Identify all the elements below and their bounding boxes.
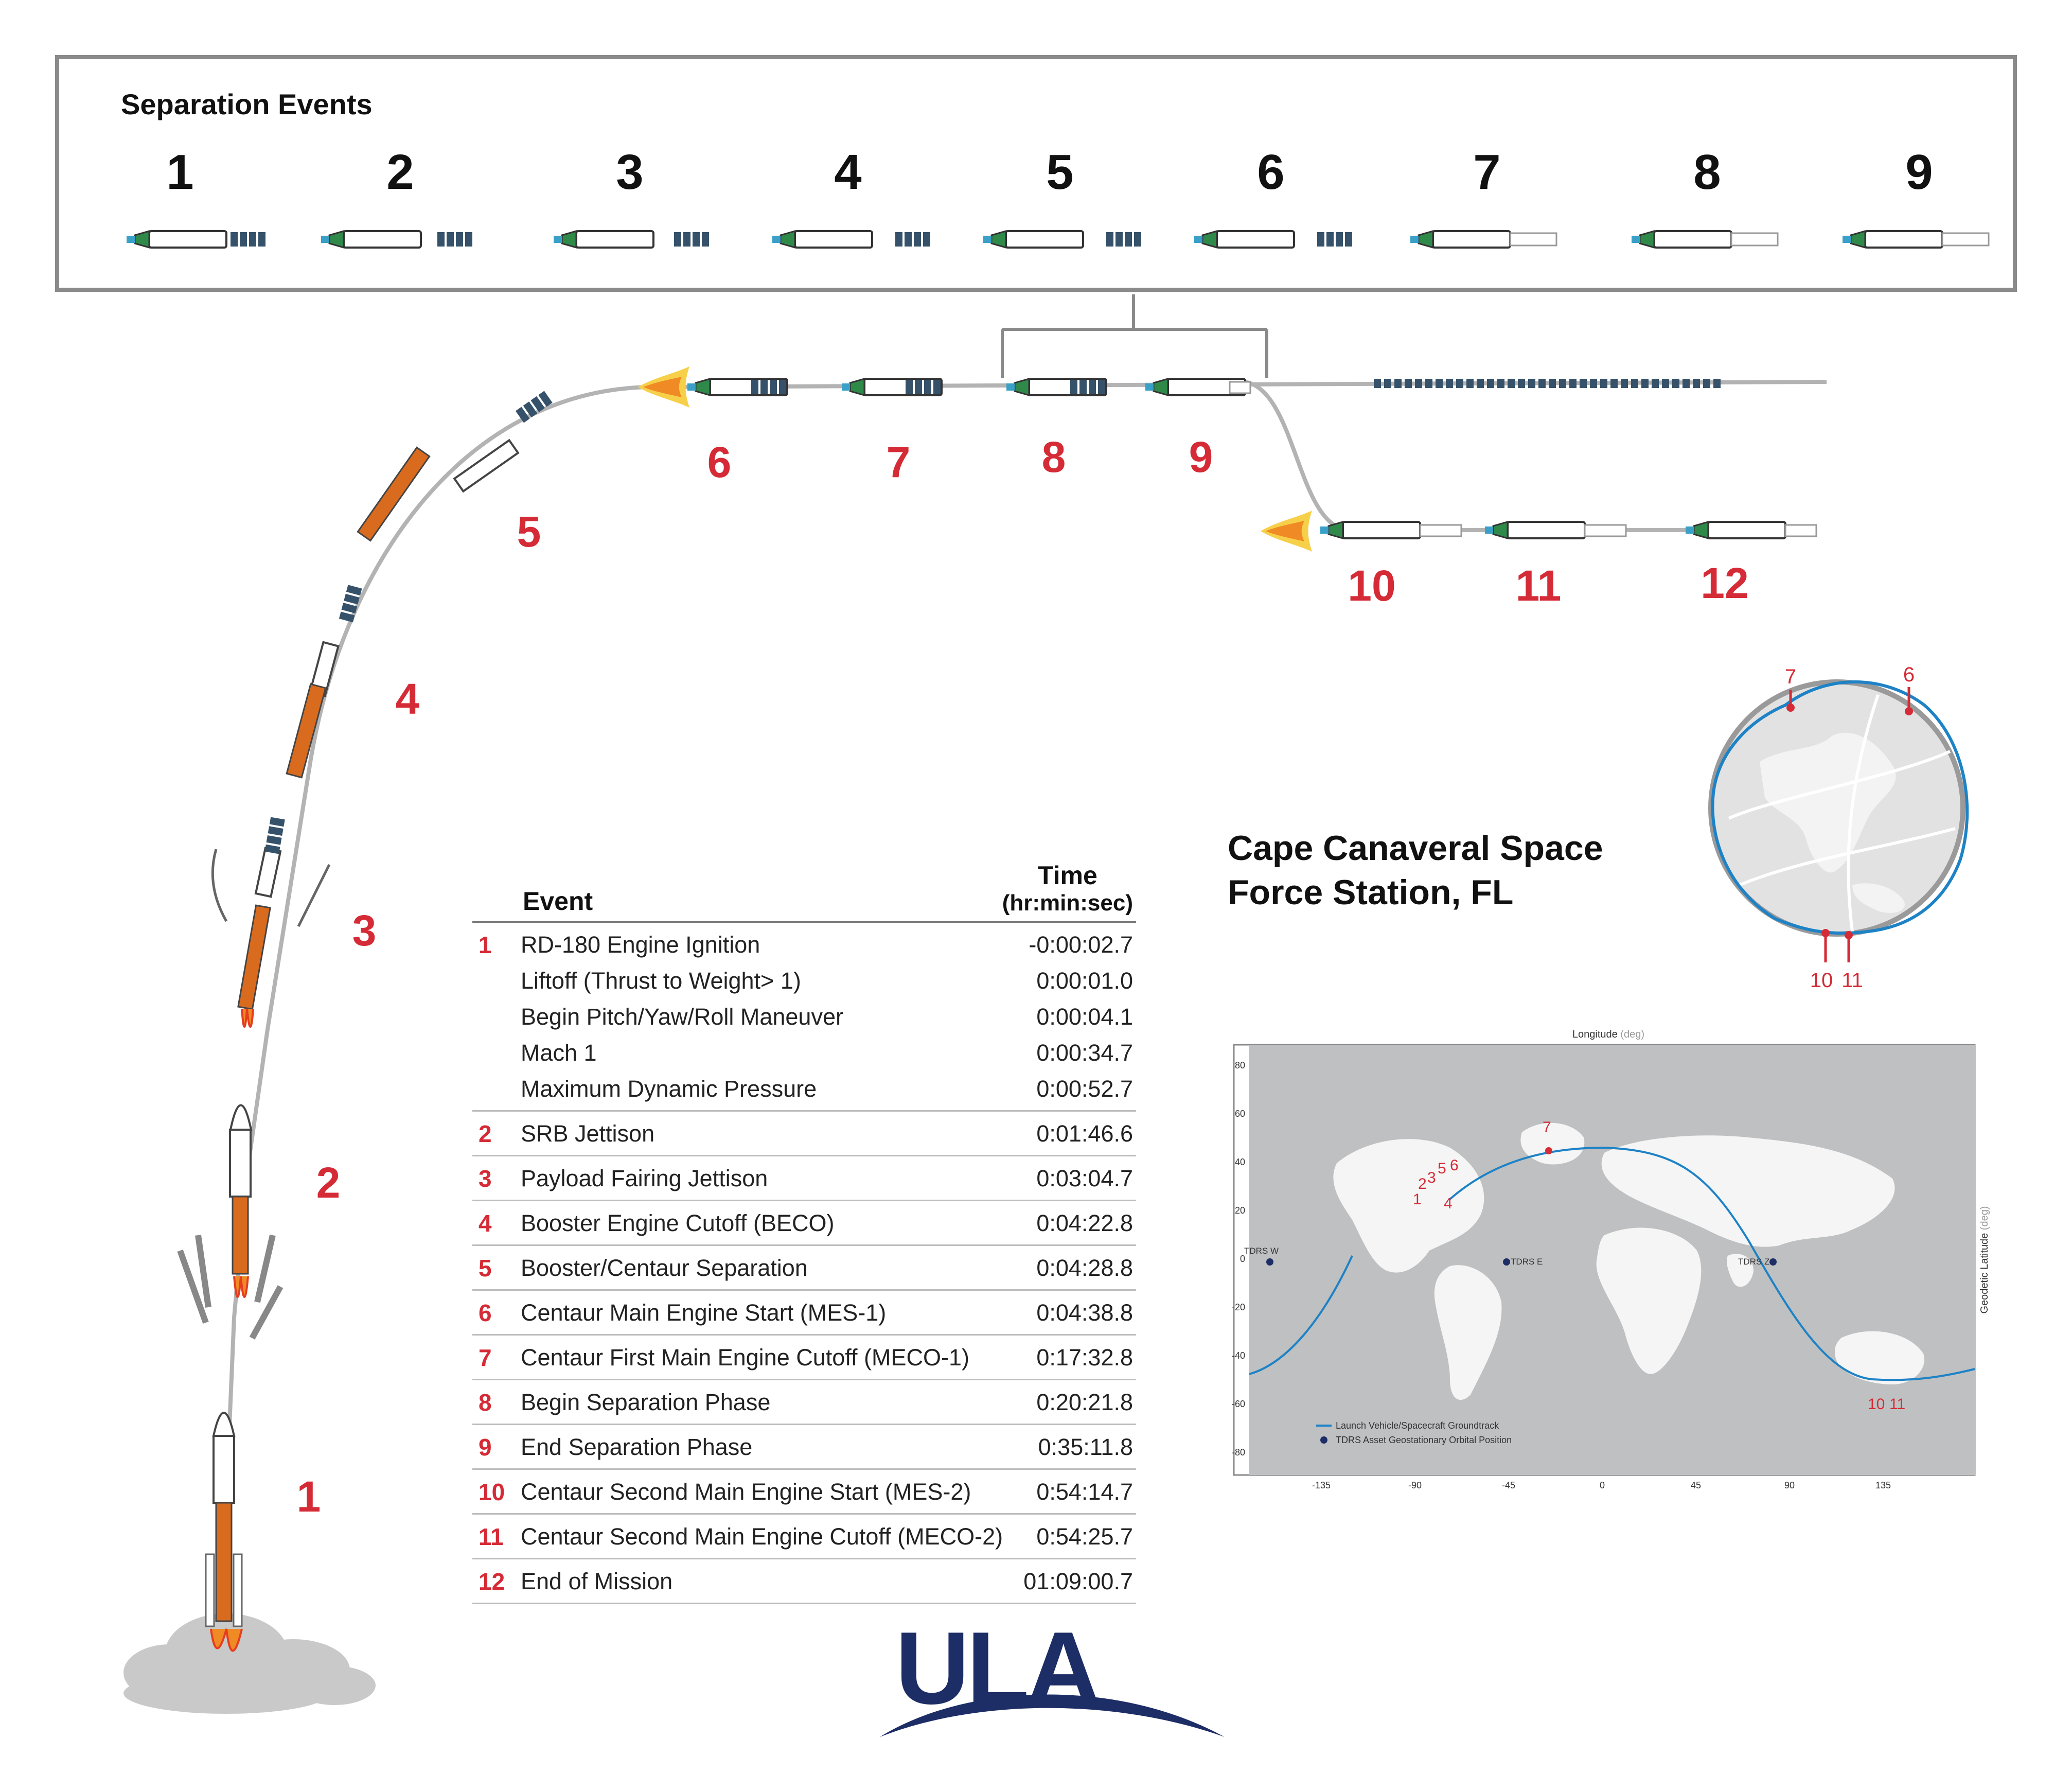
event-time: 0:03:04.7	[1036, 1165, 1133, 1191]
event-time: 0:35:11.8	[1038, 1434, 1133, 1460]
trajectory-label: 7	[886, 438, 911, 486]
table-row	[472, 963, 1136, 999]
map-x-tick: -135	[1312, 1480, 1331, 1490]
deployed-satellite	[1446, 379, 1453, 388]
event-number: 12	[479, 1568, 505, 1595]
event-number: 5	[479, 1255, 492, 1281]
ula-logo	[875, 1611, 1225, 1745]
coast-vehicle	[842, 379, 942, 395]
rocket-liftoff	[206, 1413, 242, 1651]
launch-smoke-cloud	[123, 1613, 376, 1714]
trajectory-label: 6	[707, 438, 732, 486]
deployed-satellite	[1456, 379, 1463, 388]
deployed-satellites-row	[1374, 376, 1744, 391]
coast-vehicle	[687, 379, 787, 395]
bracket-connector	[1002, 294, 1267, 378]
separation-vehicle	[1194, 231, 1352, 248]
deployed-satellite	[1652, 379, 1659, 388]
map-event-label: 10	[1868, 1396, 1885, 1413]
deployed-satellite	[1487, 379, 1494, 388]
deployed-satellite	[1374, 379, 1381, 388]
event-time: 0:00:01.0	[1036, 968, 1133, 994]
second-burn-trajectory-line	[1245, 382, 1791, 530]
deployed-satellite	[1518, 379, 1525, 388]
separation-vehicle	[983, 231, 1141, 248]
deployed-satellite	[1641, 379, 1649, 388]
separation-vehicle	[127, 231, 265, 248]
globe-event-marker	[1905, 707, 1913, 715]
table-row-group	[472, 1112, 1136, 1156]
table-row-group	[472, 923, 1136, 1112]
table-row	[472, 1295, 1136, 1331]
event-number: 8	[479, 1389, 492, 1416]
deployed-satellite	[1693, 379, 1700, 388]
event-time: -0:00:02.7	[1029, 932, 1133, 958]
deployed-satellite	[1528, 379, 1535, 388]
deployed-satellite	[1600, 379, 1607, 388]
map-event-label: 4	[1444, 1195, 1453, 1212]
event-number: 3	[479, 1165, 492, 1192]
deployed-satellite	[1662, 379, 1669, 388]
trajectory-label: 9	[1189, 433, 1213, 481]
separation-vehicle	[321, 231, 472, 248]
mes2-burn-flame	[1261, 511, 1312, 552]
second-burn-vehicle	[1686, 522, 1816, 538]
deployed-satellite	[1621, 379, 1628, 388]
tdrs-label: TDRS Z	[1738, 1257, 1770, 1267]
event-time: 0:00:34.7	[1036, 1040, 1133, 1066]
event-time: 0:04:38.8	[1036, 1300, 1133, 1326]
trajectory-label: 12	[1701, 559, 1749, 607]
table-body	[472, 923, 1136, 1604]
groundtrack-map	[1231, 1029, 1990, 1490]
tdrs-label: TDRS W	[1244, 1246, 1279, 1256]
deployed-satellite	[1425, 379, 1432, 388]
deployed-satellite	[1405, 379, 1412, 388]
event-number: 10	[479, 1479, 505, 1505]
table-row	[472, 1071, 1136, 1107]
coast-vehicle	[1145, 379, 1250, 395]
map-y-tick: 40	[1234, 1157, 1245, 1167]
launch-site-title-line: Force Station, FL	[1228, 873, 1514, 912]
event-time: 0:01:46.6	[1036, 1120, 1133, 1147]
event-number: 6	[479, 1300, 492, 1326]
deployed-satellite	[1549, 379, 1556, 388]
event-name: End Separation Phase	[521, 1434, 753, 1460]
table-row-group	[472, 1336, 1136, 1380]
event-name: Begin Pitch/Yaw/Roll Maneuver	[521, 1004, 843, 1030]
separation-event-number: 3	[616, 145, 644, 200]
separation-vehicle	[1843, 231, 1989, 248]
table-row	[472, 1474, 1136, 1510]
table-row-group	[472, 1291, 1136, 1336]
map-x-tick: 90	[1784, 1480, 1795, 1490]
event-time: 0:04:22.8	[1036, 1210, 1133, 1236]
event-name: Booster Engine Cutoff (BECO)	[521, 1210, 835, 1236]
table-row-group	[472, 1559, 1136, 1604]
separation-event-number: 7	[1473, 145, 1501, 200]
table-row-group	[472, 1246, 1136, 1291]
coast-vehicle	[1006, 379, 1106, 395]
table-row	[472, 1519, 1136, 1555]
trajectory-label: 4	[395, 675, 420, 723]
tdrs-label: TDRS E	[1511, 1257, 1543, 1267]
deployed-satellite	[1497, 379, 1504, 388]
globe-event-marker	[1821, 929, 1830, 937]
table-row	[472, 1429, 1136, 1465]
map-event-label: 1	[1413, 1191, 1422, 1208]
orbit-globe	[1698, 643, 1986, 1024]
separation-vehicle	[1410, 231, 1556, 248]
separation-event-number: 2	[386, 145, 414, 200]
event-column-header: Event	[523, 887, 593, 916]
time-header-line: Time	[1037, 861, 1097, 890]
event-number: 11	[479, 1523, 504, 1550]
event-name: Mach 1	[521, 1040, 597, 1066]
deployed-satellite	[1683, 379, 1690, 388]
trajectory-label: 1	[296, 1472, 321, 1521]
event-name: Payload Fairing Jettison	[521, 1165, 768, 1191]
event-time: 0:54:25.7	[1036, 1523, 1133, 1550]
launch-site-title	[1228, 826, 1691, 915]
table-row	[472, 1564, 1136, 1600]
deployed-satellite	[1610, 379, 1618, 388]
table-row-group	[472, 1380, 1136, 1425]
legend-tdrs: TDRS Asset Geostationary Orbital Position	[1336, 1435, 1512, 1445]
separation-event-number: 8	[1693, 145, 1721, 200]
event-name: SRB Jettison	[521, 1120, 655, 1147]
second-burn-vehicle	[1320, 522, 1461, 538]
deployed-satellite	[1569, 379, 1577, 388]
map-event-label: 7	[1543, 1119, 1551, 1136]
globe-marker-label: 6	[1903, 663, 1915, 686]
separation-event-number: 5	[1046, 145, 1074, 200]
event-time: 0:04:28.8	[1036, 1255, 1133, 1281]
rocket-srb-jettison	[180, 1105, 280, 1339]
map-x-tick: 0	[1599, 1480, 1605, 1490]
map-y-axis-title: Geodetic Latitude (deg)	[1979, 1206, 1990, 1314]
table-row	[472, 927, 1136, 963]
map-y-tick: 20	[1234, 1205, 1245, 1216]
event-name: Centaur Second Main Engine Start (MES-2)	[521, 1479, 971, 1505]
trajectory-label: 3	[352, 906, 377, 955]
deployed-satellite	[1559, 379, 1566, 388]
deployed-satellite	[1477, 379, 1484, 388]
deployed-satellite	[1466, 379, 1474, 388]
deployed-satellite	[1713, 379, 1721, 388]
table-row	[472, 1340, 1136, 1376]
separation-vehicle	[554, 231, 709, 248]
event-number: 9	[479, 1434, 492, 1461]
table-row-group	[472, 1515, 1136, 1559]
deployed-satellite	[1672, 379, 1679, 388]
map-y-tick: -40	[1231, 1350, 1245, 1361]
trajectory-label: 10	[1348, 561, 1396, 610]
event-name: Liftoff (Thrust to Weight> 1)	[521, 968, 801, 994]
table-row-group	[472, 1425, 1136, 1470]
table-row	[472, 1384, 1136, 1420]
event-name: Centaur Main Engine Start (MES-1)	[521, 1300, 887, 1326]
deployed-satellite	[1590, 379, 1597, 388]
time-column-header	[1002, 861, 1133, 916]
deployed-satellite	[1384, 379, 1391, 388]
event-name: End of Mission	[521, 1568, 673, 1594]
globe-marker-label: 11	[1841, 969, 1863, 992]
map-y-tick: 80	[1234, 1060, 1245, 1070]
map-event-label: 5	[1438, 1160, 1446, 1177]
table-row	[472, 1250, 1136, 1286]
trajectory-label: 2	[316, 1158, 341, 1207]
map-event-label: 3	[1427, 1169, 1436, 1186]
table-row-group	[472, 1201, 1136, 1246]
map-y-tick: 60	[1234, 1109, 1245, 1119]
map-x-tick: 45	[1690, 1480, 1702, 1490]
table-row	[472, 1161, 1136, 1197]
time-header-unit: (hr:min:sec)	[1002, 890, 1133, 916]
map-x-axis-title: Longitude (deg)	[1572, 1029, 1645, 1040]
event-time: 0:54:14.7	[1036, 1479, 1133, 1505]
launch-site-title-line: Cape Canaveral Space	[1228, 829, 1603, 868]
deployed-satellite	[1631, 379, 1638, 388]
event-name: Centaur First Main Engine Cutoff (MECO-1)	[521, 1344, 969, 1371]
deployed-satellite	[1436, 379, 1443, 388]
separation-event-number: 6	[1257, 145, 1285, 200]
separation-event-number: 1	[166, 145, 194, 200]
legend-groundtrack: Launch Vehicle/Spacecraft Groundtrack	[1336, 1420, 1499, 1431]
map-event-label: 11	[1889, 1396, 1906, 1413]
map-y-tick: -80	[1231, 1447, 1245, 1458]
event-name: Begin Separation Phase	[521, 1389, 771, 1415]
event-time: 01:09:00.7	[1023, 1568, 1133, 1594]
deployed-satellite	[1538, 379, 1546, 388]
table-row	[472, 999, 1136, 1035]
logo-wordmark: ULA	[895, 1611, 1098, 1726]
globe-event-marker	[1786, 704, 1795, 712]
event-number: 2	[479, 1120, 492, 1147]
separation-vehicle	[772, 231, 930, 248]
deployed-satellite	[1415, 379, 1422, 388]
event-number: 7	[479, 1344, 492, 1371]
event-timeline-table	[472, 854, 1136, 1604]
second-burn-vehicle	[1485, 522, 1626, 538]
map-y-tick: -20	[1231, 1302, 1245, 1312]
separation-vehicle	[1632, 231, 1778, 248]
table-row-group	[472, 1156, 1136, 1201]
table-row	[472, 1035, 1136, 1071]
deployed-satellite	[1580, 379, 1587, 388]
event-number: 1	[479, 932, 492, 958]
event-name: Maximum Dynamic Pressure	[521, 1076, 817, 1102]
separation-event-number: 4	[834, 145, 862, 200]
event-time: 0:00:04.1	[1036, 1004, 1133, 1030]
map-y-tick: 0	[1239, 1254, 1245, 1264]
table-header	[472, 854, 1136, 923]
table-row	[472, 1205, 1136, 1241]
deployed-satellite	[1508, 379, 1515, 388]
map-x-tick: 135	[1875, 1480, 1891, 1490]
table-row	[472, 1116, 1136, 1152]
trajectory-label: 5	[517, 507, 541, 556]
rocket-beco	[287, 585, 362, 777]
map-y-tick: -60	[1231, 1399, 1245, 1409]
deployed-satellite	[1394, 379, 1402, 388]
event-time: 0:17:32.8	[1036, 1344, 1133, 1371]
deployed-satellite	[1703, 379, 1710, 388]
map-x-tick: -90	[1408, 1480, 1422, 1490]
map-x-tick: -45	[1501, 1480, 1516, 1490]
map-event-label: 6	[1450, 1157, 1459, 1174]
mes1-burn-flame	[638, 366, 689, 408]
separation-event-number: 9	[1905, 145, 1933, 200]
event-number: 4	[479, 1210, 492, 1237]
table-row-group	[472, 1470, 1136, 1515]
globe-marker-label: 10	[1810, 969, 1833, 992]
trajectory-label: 11	[1515, 561, 1562, 610]
map-event-label: 2	[1418, 1175, 1427, 1192]
event-time: 0:00:52.7	[1036, 1076, 1133, 1102]
event-time: 0:20:21.8	[1036, 1389, 1133, 1415]
separation-events-title: Separation Events	[121, 88, 373, 120]
globe-marker-label: 7	[1784, 665, 1797, 688]
event-name: Centaur Second Main Engine Cutoff (MECO-2)	[521, 1523, 1003, 1550]
trajectory-label: 8	[1041, 433, 1066, 481]
globe-event-marker	[1845, 931, 1853, 939]
event-name: Booster/Centaur Separation	[521, 1255, 808, 1281]
event-name: RD-180 Engine Ignition	[521, 932, 760, 958]
